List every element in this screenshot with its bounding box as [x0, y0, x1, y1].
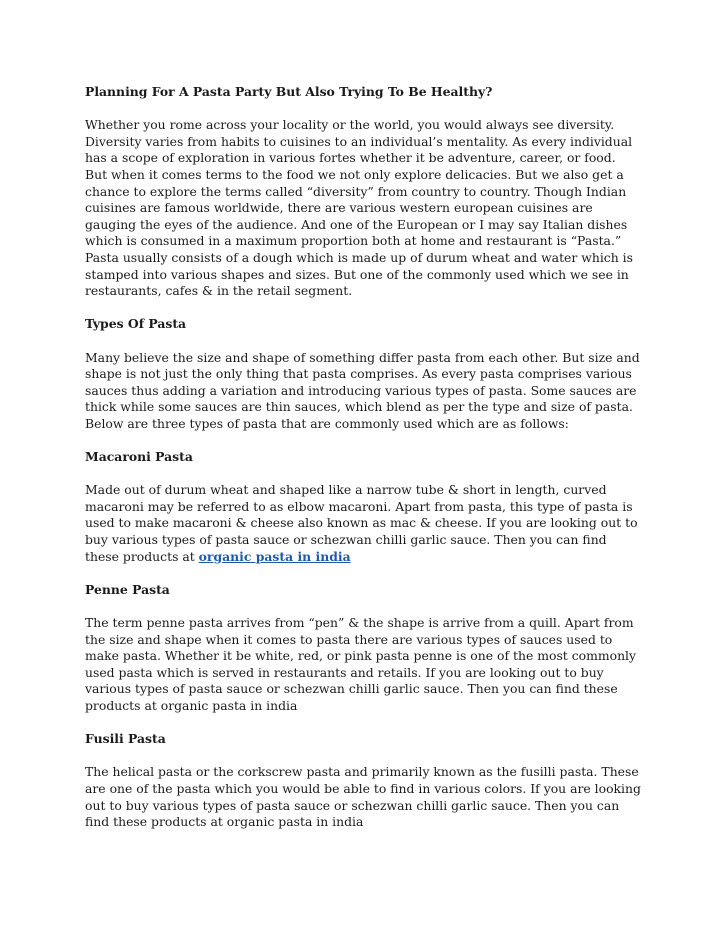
fusili-paragraph: The helical pasta or the corkscrew pasta and primarily known as the fusilli pasta. These are one of the pasta which you would be able to find in various colors. If you are looking out to buy various types of pasta sauce or schezwan chilli garlic sauce. Then you can find these products at organic pasta in india	[85, 764, 641, 830]
types-heading: Types Of Pasta	[85, 316, 187, 332]
macaroni-paragraph	[85, 482, 641, 565]
fusili-heading: Fusili Pasta	[85, 731, 166, 747]
organic-pasta-link[interactable]: organic pasta in india	[198, 548, 351, 564]
penne-paragraph: The term penne pasta arrives from “pen” & the shape is arrive from a quill. Apart from the size and shape when it comes to pasta there are various types of sauces used to make pasta. Whether it be white, red, or pink pasta penne is one of the most commonly used pasta which is served in restaurants and retails. If you are looking out to buy various types of pasta sauce or schezwan chilli garlic sauce. Then you can find these products at organic pasta in india	[85, 615, 637, 713]
intro-paragraph: Whether you rome across your locality or the world, you would always see diversity. Diversity varies from habits to cuisines to an individual’s mentality. As every individual has a scope of exploration in various fortes whether it be adventure, career, or food. But when it comes terms to the food we not only explore delicacies. But we also get a chance to explore the terms called “diversity” from country to country. Though Indian cuisines are famous worldwide, there are various western european cuisines are gauging the eyes of the audience. And one of the European or I may say Italian dishes which is consumed in a maximum proportion both at home and restaurant is “Pasta.” Pasta usually consists of a dough which is made up of durum wheat and water which is stamped into various shapes and sizes. But one of the commonly used which we see in restaurants, cafes & in the retail segment.	[85, 117, 633, 299]
penne-heading: Penne Pasta	[85, 581, 170, 597]
macaroni-text: Made out of durum wheat and shaped like a narrow tube & short in length, curved macaroni may be referred to as elbow macaroni. Apart from pasta, this type of pasta is used to make macaroni & cheese also known as mac & cheese. If you are looking out to buy various types of pasta sauce or schezwan chilli garlic sauce. Then you can find these products at	[85, 482, 638, 564]
types-paragraph: Many believe the size and shape of something differ pasta from each other. But size and shape is not just the only thing that pasta comprises. As every pasta comprises various sauces thus adding a variation and introducing various types of pasta. Some sauces are thick while some sauces are thin sauces, which blend as per the type and size of pasta. Below are three types of pasta that are commonly used which are as follows:	[85, 349, 640, 431]
macaroni-heading: Macaroni Pasta	[85, 449, 193, 465]
document-title: Planning For A Pasta Party But Also Trying To Be Healthy?	[85, 84, 493, 99]
document-page	[85, 84, 641, 847]
